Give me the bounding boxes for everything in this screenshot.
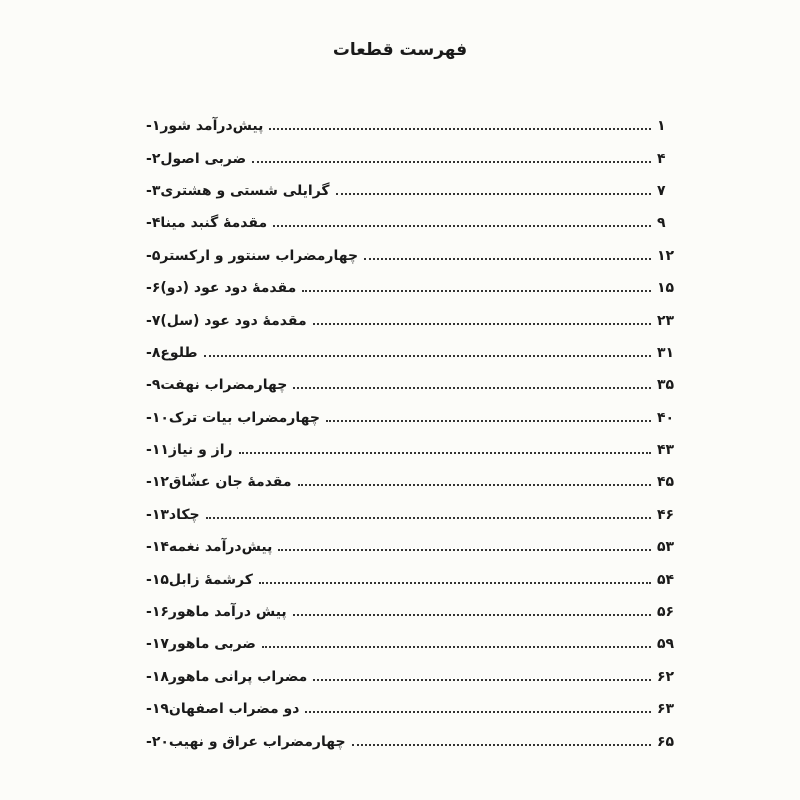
toc-entry <box>140 207 675 239</box>
dot-leader <box>252 161 651 163</box>
toc-entry <box>140 369 675 401</box>
toc-entry <box>140 693 675 725</box>
page-title: فهرست قطعات <box>332 40 468 60</box>
entry-page-number: ۱۵ <box>657 280 675 297</box>
entry-number: ۱۸- <box>146 668 169 685</box>
entry-title: چهارمضراب عراق و نهیب <box>168 733 346 750</box>
entry-number: ۱۱- <box>146 442 169 459</box>
dot-leader <box>302 290 651 292</box>
entry-page-number: ۴۶ <box>657 506 675 523</box>
entry-number: ۱۳- <box>146 506 169 523</box>
entry-number: ۴- <box>146 215 161 232</box>
toc-entry <box>140 628 675 660</box>
toc-entry <box>140 272 675 304</box>
dot-leader <box>259 582 651 584</box>
entry-title: مقدمهٔ جان عشّاق <box>168 474 292 491</box>
dot-leader <box>336 193 651 195</box>
entry-page-number: ۷ <box>657 182 666 199</box>
dot-leader <box>206 517 651 519</box>
dot-leader <box>293 614 651 616</box>
entry-page-number: ۴۰ <box>657 409 675 426</box>
entry-number: ۷- <box>146 312 161 329</box>
entry-page-number: ۴۳ <box>657 442 675 459</box>
entry-title: مقدمهٔ دود عود (دو) <box>160 280 297 297</box>
toc-entry <box>140 434 675 466</box>
entry-title: مضراب پرانی ماهور <box>168 668 308 685</box>
entry-title: پیش‌درآمد شور <box>160 118 264 135</box>
toc-entry <box>140 563 675 595</box>
entry-page-number: ۳۱ <box>657 344 675 361</box>
entry-page-number: ۵۶ <box>657 604 675 621</box>
entry-title: ضربی اصول <box>160 150 247 167</box>
entry-number: ۱۵- <box>146 571 169 588</box>
toc-entry <box>140 402 675 434</box>
entry-page-number: ۴ <box>657 150 666 167</box>
toc-entry <box>140 499 675 531</box>
toc-entry <box>140 240 675 272</box>
toc-entry <box>140 661 675 693</box>
entry-title: چکاد <box>168 506 200 523</box>
entry-page-number: ۳۵ <box>657 377 675 394</box>
toc-entry <box>140 110 675 142</box>
entry-title: مقدمهٔ گنبد مینا <box>160 215 268 232</box>
dot-leader <box>305 711 651 713</box>
entry-page-number: ۵۳ <box>657 539 675 556</box>
entry-page-number: ۱۲ <box>657 247 675 264</box>
entry-page-number: ۶۲ <box>657 668 675 685</box>
dot-leader <box>298 484 651 486</box>
dot-leader <box>262 646 651 648</box>
entry-title: پیش‌درآمد نغمه <box>168 539 273 556</box>
dot-leader <box>313 679 651 681</box>
entry-page-number: ۲۳ <box>657 312 675 329</box>
toc-entry <box>140 596 675 628</box>
entry-page-number: ۱ <box>657 118 666 135</box>
dot-leader <box>278 549 651 551</box>
entry-number: ۹- <box>146 377 161 394</box>
entry-title: چهارمضراب سنتور و ارکستر <box>160 247 359 264</box>
entry-number: ۲- <box>146 150 161 167</box>
entry-number: ۱۶- <box>146 604 169 621</box>
dot-leader <box>352 744 651 746</box>
entry-page-number: ۶۵ <box>657 733 675 750</box>
entry-number: ۱۷- <box>146 636 169 653</box>
entry-number: ۸- <box>146 344 161 361</box>
entry-page-number: ۴۵ <box>657 474 675 491</box>
entry-number: ۱۴- <box>146 539 169 556</box>
entry-number: ۵- <box>146 247 161 264</box>
dot-leader <box>326 420 651 422</box>
entry-number: ۶- <box>146 280 161 297</box>
dot-leader <box>273 225 651 227</box>
entry-title: طلوع <box>160 344 198 361</box>
entry-title: کرشمهٔ زابل <box>168 571 253 588</box>
entry-title: مقدمهٔ دود عود (سل) <box>160 312 307 329</box>
toc-entry <box>140 304 675 336</box>
entry-title: دو مضراب اصفهان <box>168 701 300 718</box>
entry-number: ۱۹- <box>146 701 169 718</box>
entry-page-number: ۵۹ <box>657 636 675 653</box>
toc-entry <box>140 725 675 757</box>
entry-page-number: ۹ <box>657 215 666 232</box>
entry-number: ۱۲- <box>146 474 169 491</box>
toc-entry <box>140 531 675 563</box>
entry-title: چهارمضراب بیات ترک <box>168 409 320 426</box>
dot-leader <box>239 452 651 454</box>
toc-entry <box>140 175 675 207</box>
table-of-contents <box>140 110 675 758</box>
entry-page-number: ۶۳ <box>657 701 675 718</box>
entry-title: گرایلی شستی و هشتری <box>160 182 330 199</box>
dot-leader <box>293 387 651 389</box>
entry-title: پیش درآمد ماهور <box>168 604 287 621</box>
dot-leader <box>204 355 651 357</box>
dot-leader <box>269 128 651 130</box>
toc-entry <box>140 337 675 369</box>
entry-number: ۲۰- <box>146 733 169 750</box>
toc-entry <box>140 466 675 498</box>
toc-entry <box>140 142 675 174</box>
entry-page-number: ۵۴ <box>657 571 675 588</box>
entry-title: ضربی ماهور <box>168 636 256 653</box>
entry-number: ۱- <box>146 118 161 135</box>
entry-number: ۱۰- <box>146 409 169 426</box>
entry-title: راز و نیاز <box>168 442 233 459</box>
dot-leader <box>364 258 651 260</box>
entry-title: چهارمضراب نهفت <box>160 377 288 394</box>
entry-number: ۳- <box>146 182 161 199</box>
dot-leader <box>313 323 651 325</box>
